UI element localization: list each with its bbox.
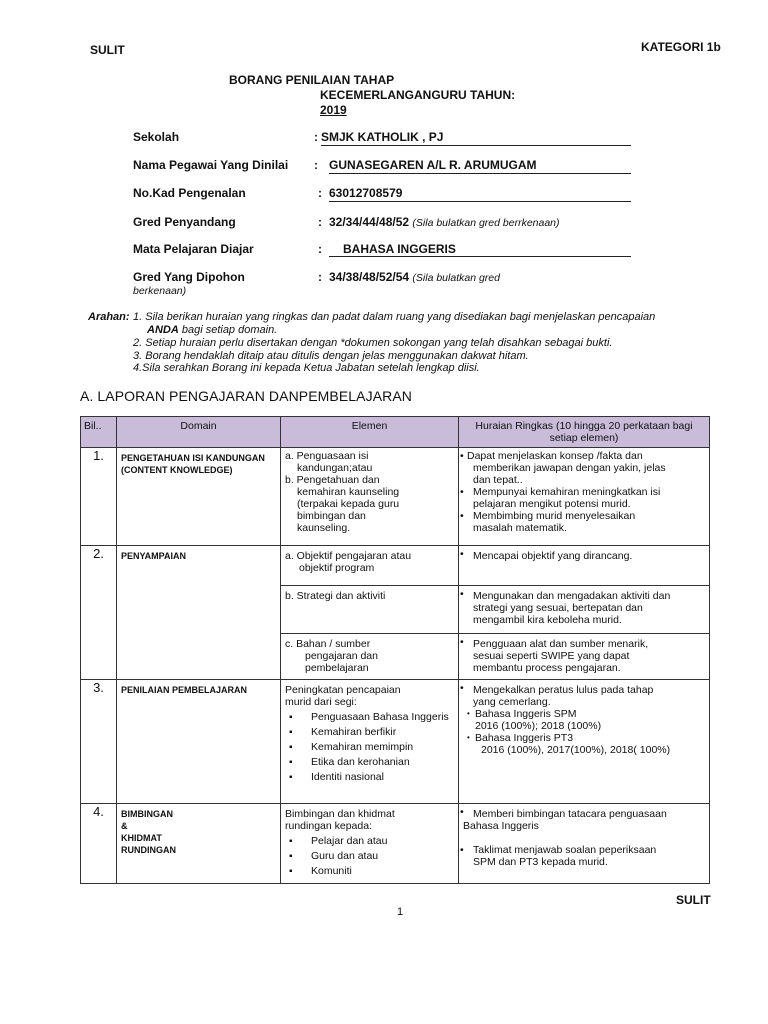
huraian-bullet: • Taklimat menjawab soalan peperiksaan: [463, 844, 705, 856]
arahan-label: Arahan:: [88, 311, 130, 323]
field-value-ic: 63012708579: [329, 186, 631, 202]
huraian-bullet: • Memberi bimbingan tatacara penguasaan: [463, 806, 705, 820]
arahan-line4: 4.Sila serahkan Borang ini kepada Ketua Jabatan setelah lengkap diisi.: [133, 362, 480, 374]
row-elemen: [281, 680, 459, 804]
row-number: 2.: [81, 546, 117, 680]
row-elemen: [281, 546, 459, 586]
form-title-year: 2019: [320, 103, 347, 117]
field-label-gred-dipohon: Gred Yang Dipohon: [133, 270, 245, 284]
row-elemen: [281, 634, 459, 680]
huraian-bullet: • Dapat menjelaskan konsep /fakta dan: [463, 450, 705, 462]
list-item: ▪ Penguasaan Bahasa Inggeris: [285, 710, 454, 725]
field-colon: :: [314, 158, 318, 172]
field-label-subject: Mata Pelajaran Diajar: [133, 242, 254, 256]
row-number: 3.: [81, 680, 117, 804]
row-huraian: [459, 586, 710, 634]
field-value-nama: GUNASEGAREN A/L R. ARUMUGAM: [329, 158, 631, 174]
huraian-sub-bullet: • Bahasa Inggeris SPM: [463, 708, 705, 720]
row-domain: PENGETAHUAN ISI KANDUNGAN (CONTENT KNOWLEDGE): [117, 448, 281, 546]
huraian-bullet: • Membimbing murid menyelesaikan: [463, 510, 705, 522]
elemen-line: murid dari segi:: [285, 696, 357, 708]
elemen-line: b. Pengetahuan dan: [285, 474, 380, 486]
row-huraian: [459, 546, 710, 586]
elemen-line: kandungan;atau: [297, 462, 373, 474]
elemen-line: Bimbingan dan khidmat: [285, 808, 395, 820]
header-classification: SULIT: [90, 43, 125, 57]
huraian-bullet: • Mengunakan dan mengadakan aktiviti dan: [463, 588, 705, 602]
arahan-line1b: [147, 324, 277, 337]
field-label-sekolah: Sekolah: [133, 130, 180, 144]
huraian-line: memberikan jawapan dengan yakin, jelas: [473, 462, 666, 474]
elemen-line: c. Bahan / sumber: [285, 638, 371, 650]
row-domain: PENYAMPAIAN: [117, 546, 281, 680]
header-elemen: Elemen: [281, 417, 459, 448]
huraian-bullet: • Mencapai objektif yang dirancang.: [463, 548, 705, 562]
form-title-line2: KECEMERLANGANGURU TAHUN:: [320, 88, 516, 102]
huraian-sub-bullet: • Bahasa Inggeris PT3: [463, 732, 705, 744]
field-colon: :: [318, 215, 322, 229]
huraian-line: dan tepat..: [473, 474, 523, 486]
row-huraian: [459, 680, 710, 804]
row-huraian: [459, 448, 710, 546]
elemen-line: bimbingan dan: [297, 510, 366, 522]
arahan-line1b-rest: bagi setiap domain.: [181, 324, 278, 336]
header-bil: Bil..: [81, 417, 117, 448]
list-item: ▪ Kemahiran berfikir: [285, 725, 454, 740]
gred-dipohon-note-cont: berkenaan): [133, 285, 187, 297]
footer-classification: SULIT: [676, 893, 711, 907]
huraian-bullet: • Pengguaan alat dan sumber menarik,: [463, 636, 705, 650]
huraian-line: pelajaran mengikut potensi murid.: [473, 498, 631, 510]
row-huraian: [459, 634, 710, 680]
row-domain: BIMBINGAN & KHIDMAT RUNDINGAN: [117, 804, 281, 884]
list-item: ▪ Pelajar dan atau: [285, 834, 454, 849]
huraian-bullet: • Mengekalkan peratus lulus pada tahap: [463, 682, 705, 696]
field-label-ic: No.Kad Pengenalan: [133, 186, 246, 200]
huraian-line: SPM dan PT3 kepada murid.: [473, 856, 608, 868]
header-domain: Domain: [117, 417, 281, 448]
huraian-line: masalah matematik.: [473, 522, 567, 534]
table-row: [81, 680, 710, 804]
field-value-gred: [329, 215, 560, 229]
field-colon: :: [314, 130, 318, 144]
section-title: A. LAPORAN PENGAJARAN DANPEMBELAJARAN: [80, 388, 413, 404]
elemen-line: pembelajaran: [305, 662, 369, 674]
row-number: 1.: [81, 448, 117, 546]
row-elemen: [281, 448, 459, 546]
huraian-line: 2016 (100%), 2017(100%), 2018( 100%): [481, 744, 671, 756]
elemen-line: kaunseling.: [297, 522, 351, 534]
header-huraian: Huraian Ringkas (10 hingga 20 perkataan bagi setiap elemen): [459, 417, 710, 448]
list-item: ▪ Kemahiran memimpin: [285, 740, 454, 755]
huraian-line: yang cemerlang.: [473, 696, 551, 708]
gred-values: 32/34/44/48/52: [329, 215, 410, 229]
table-row: [81, 546, 710, 586]
huraian-line: Bahasa Inggeris: [463, 820, 539, 832]
field-value-subject: BAHASA INGGERIS: [329, 242, 631, 257]
elemen-line: objektif program: [299, 562, 375, 574]
row-domain: PENILAIAN PEMBELAJARAN: [117, 680, 281, 804]
field-label-nama: Nama Pegawai Yang Dinilai: [133, 158, 289, 172]
list-item: ▪ Guru dan atau: [285, 849, 454, 864]
huraian-line: mengambil kira keboleha murid.: [473, 614, 622, 626]
list-item: ▪ Identiti nasional: [285, 770, 454, 785]
arahan-line2: 2. Setiap huraian perlu disertakan dengan *dokumen sokongan yang telah disahkan sebagai bukti.: [133, 337, 613, 349]
arahan-line3: 3. Borang hendaklah ditaip atau ditulis dengan jelas menggunakan dakwat hitam.: [133, 350, 529, 362]
form-title-line1: BORANG PENILAIAN TAHAP: [229, 73, 395, 87]
gred-note: (Sila bulatkan gred berrkenaan): [412, 217, 560, 229]
table-row: [81, 804, 710, 884]
row-number: 4.: [81, 804, 117, 884]
table-header-row: [81, 417, 710, 448]
elemen-line: (terpakai kepada guru: [297, 498, 400, 510]
list-item: ▪ Komuniti: [285, 864, 454, 879]
huraian-line: sesuai seperti SWIPE yang dapat: [473, 650, 630, 662]
row-elemen: [281, 804, 459, 884]
huraian-bullet: • Mempunyai kemahiran meningkatkan isi: [463, 486, 705, 498]
huraian-line: membantu process pengajaran.: [473, 662, 621, 674]
field-value-sekolah: SMJK KATHOLIK , PJ: [321, 130, 631, 146]
gred-dipohon-values: 34/38/48/52/54: [329, 270, 410, 284]
elemen-line: kemahiran kaunseling: [297, 486, 400, 498]
huraian-line: strategi yang sesuai, bertepatan dan: [473, 602, 643, 614]
elemen-line: a. Penguasaan isi: [285, 450, 369, 462]
arahan-line1: 1. Sila berikan huraian yang ringkas dan padat dalam ruang yang disediakan bagi menjelaskan pencapaian: [133, 311, 656, 323]
elemen-line: Peningkatan pencapaian: [285, 684, 401, 696]
arahan-anda: ANDA: [147, 324, 179, 336]
elemen-line: b. Strategi dan aktiviti: [285, 590, 386, 602]
row-huraian: [459, 804, 710, 884]
elemen-line: rundingan kepada:: [285, 820, 372, 832]
table-row: [81, 448, 710, 546]
elemen-list: [285, 710, 454, 785]
row-elemen: [281, 586, 459, 634]
elemen-list: [285, 834, 454, 879]
field-colon: :: [318, 186, 322, 200]
list-item: ▪ Etika dan kerohanian: [285, 755, 454, 770]
field-colon: :: [318, 242, 322, 256]
elemen-line: a. Objektif pengajaran atau: [285, 550, 412, 562]
gred-dipohon-note: (Sila bulatkan gred: [412, 272, 500, 284]
header-category: KATEGORI 1b: [641, 40, 721, 54]
page-number: 1: [397, 906, 404, 918]
field-colon: :: [318, 270, 322, 284]
elemen-line: pengajaran dan: [305, 650, 378, 662]
assessment-table: [80, 416, 710, 884]
field-value-gred-dipohon: [329, 270, 500, 284]
huraian-line: 2016 (100%); 2018 (100%): [475, 720, 602, 732]
field-label-gred: Gred Penyandang: [133, 215, 236, 229]
